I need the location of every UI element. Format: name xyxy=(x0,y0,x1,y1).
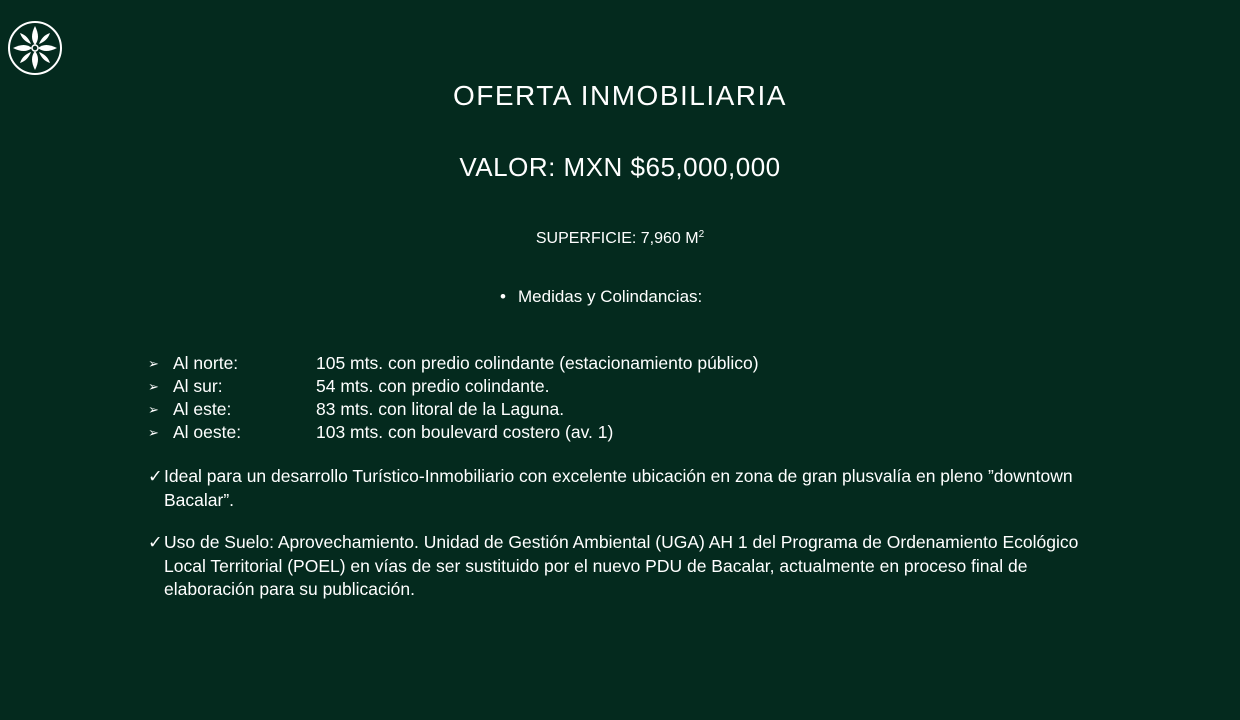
boundary-item-north xyxy=(148,352,1048,375)
boundary-direction: Al norte: xyxy=(173,353,239,373)
surface-label: SUPERFICIE: 7,960 M xyxy=(535,230,699,247)
boundary-direction: Al este: xyxy=(173,399,232,419)
boundary-item-east xyxy=(148,398,1048,421)
paragraph-land-use xyxy=(148,531,1108,602)
surface-area xyxy=(0,229,1240,248)
surface-superscript: 2 xyxy=(698,229,705,240)
boundary-item-west xyxy=(148,421,1048,444)
paragraph-text: Uso de Suelo: Aprovechamiento. Unidad de Gestión Ambiental (UGA) AH 1 del Programa de Ordenamiento Ecológico Local Territorial (POEL) en vías de ser sustituido por el nuevo PDU de Bacalar, actualmente en proceso final de elaboración para su publicación. xyxy=(164,532,1079,599)
arrow-bullet-icon: ➢ xyxy=(148,356,159,371)
checkmark-icon: ✓ xyxy=(148,466,163,486)
boundary-description: 105 mts. con predio colindante (estacionamiento público) xyxy=(316,353,759,373)
boundaries-list xyxy=(148,352,1048,444)
boundary-description: 103 mts. con boulevard costero (av. 1) xyxy=(316,422,614,442)
boundary-direction: Al oeste: xyxy=(173,422,242,442)
boundary-description: 54 mts. con predio colindante. xyxy=(316,376,550,396)
page-title: OFERTA INMOBILIARIA xyxy=(453,80,787,111)
boundary-description: 83 mts. con litoral de la Laguna. xyxy=(316,399,565,419)
paragraph-text: Ideal para un desarrollo Turístico-Inmobiliario con excelente ubicación en zona de gran plusvalía en pleno ”downtown Bacalar”. xyxy=(164,466,1073,510)
checkmark-icon: ✓ xyxy=(148,532,163,552)
flower-logo-icon xyxy=(7,20,63,76)
arrow-bullet-icon: ➢ xyxy=(148,402,159,417)
section-heading-text: Medidas y Colindancias: xyxy=(518,287,703,306)
bullet-icon: • xyxy=(500,287,506,306)
boundary-direction: Al sur: xyxy=(173,376,223,396)
paragraph-ideal-use xyxy=(148,465,1108,512)
boundary-item-south xyxy=(148,375,1048,398)
section-heading xyxy=(500,287,702,307)
arrow-bullet-icon: ➢ xyxy=(148,379,159,394)
arrow-bullet-icon: ➢ xyxy=(148,425,159,440)
price-value: VALOR: MXN $65,000,000 xyxy=(459,152,781,182)
